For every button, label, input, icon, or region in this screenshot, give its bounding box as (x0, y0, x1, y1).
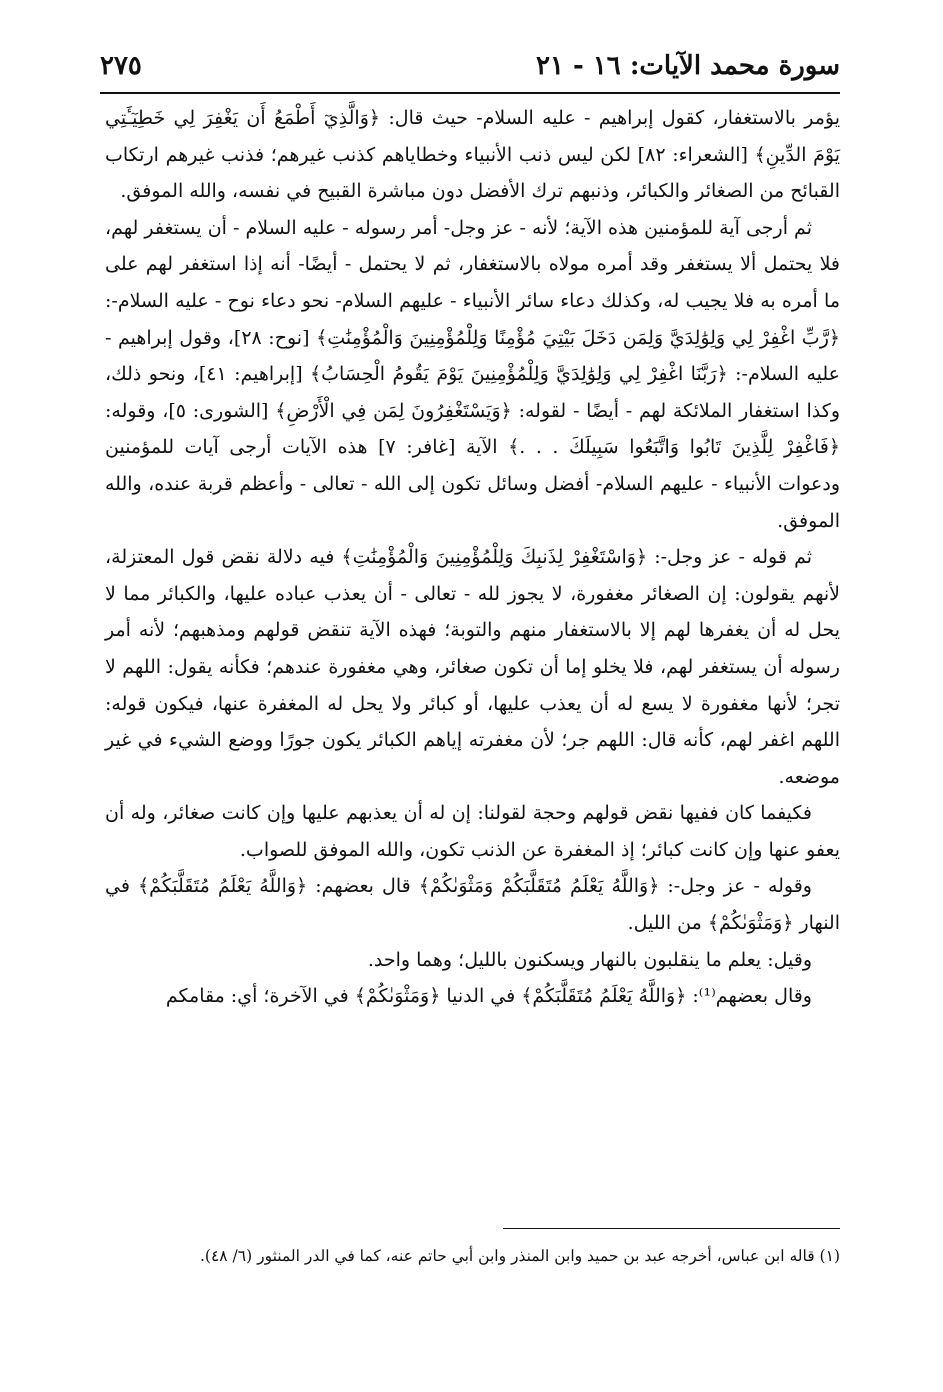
footnote: (١) قاله ابن عباس، أخرجه عبد بن حميد وابن المنذر وابن أبي حاتم عنه، كما في الدر المنثور (٦/ ٤٨). (199, 1247, 840, 1265)
paragraph-2: ثم أرجى آية للمؤمنين هذه الآية؛ لأنه - عز وجل- أمر رسوله - عليه السلام - أن يستغفر لهم، فلا يحتمل ألا يستغفر وقد أمره مولاه بالاستغفار، ثم لا يحتمل - أيضًا- أنه إذا استغفر لهم على ما أمره به فلا يجيب له، وكذلك دعاء سائر الأنبياء - عليهم السلام- نحو دعاء نوح - عليه السلام-: ﴿رَّبِّ اغْفِرْ لِي وَلِوَٰلِدَيَّ وَلِمَن دَخَلَ بَيْتِيَ مُؤْمِنًا وَلِلْمُؤْمِنِينَ وَالْمُؤْمِنَٰتِ﴾ [نوح: ٢٨]، وقول إبراهيم - عليه السلام-: ﴿رَبَّنَا اغْفِرْ لِي وَلِوَٰلِدَيَّ وَلِلْمُؤْمِنِينَ يَوْمَ يَقُومُ الْحِسَابُ﴾ [إبراهيم: ٤١]، ونحو ذلك، وكذا استغفار الملائكة لهم - أيضًا - لقوله: ﴿وَيَسْتَغْفِرُونَ لِمَن فِي الْأَرْضِ﴾ [الشورى: ٥]، وقوله: ﴿فَاغْفِرْ لِلَّذِينَ تَابُوا وَاتَّبَعُوا سَبِيلَكَ . . .﴾ الآية [غافر: ٧] هذه الآيات أرجى آيات للمؤمنين ودعوات الأنبياء - عليهم السلام- أفضل وسائل تكون إلى الله - تعالى - وأعظم قربة عنده، والله الموفق. (105, 216, 841, 532)
page-number: ٢٧٥ (100, 51, 142, 81)
header-rule (100, 92, 840, 94)
footnote-rule (503, 1228, 840, 1229)
running-title: سورة محمد الآيات: ١٦ - ٢١ (535, 51, 840, 81)
paragraph-7: وقال بعضهم⁽¹⁾: ﴿وَاللَّهُ يَعْلَمُ مُتَقَلَّبَكُمْ﴾ في الدنيا ﴿وَمَثْوَىٰكُمْ﴾ في الآخرة؛ أي: مقامكم (165, 985, 812, 1008)
paragraph-6: وقيل: يعلم ما ينقلبون بالنهار ويسكنون بالليل؛ وهما واحد. (367, 948, 812, 971)
paragraph-3: ثم قوله - عز وجل-: ﴿وَاسْتَغْفِرْ لِذَنبِكَ وَلِلْمُؤْمِنِينَ وَالْمُؤْمِنَٰتِ﴾ فيه دلالة نقض قول المعتزلة، لأنهم يقولون: إن الصغائر مغفورة، لا يجوز لله - تعالى - أن يعذب عباده عليها، والكبائر مما لا يحل له أن يغفرها لهم إلا بالاستغفار منهم والتوبة؛ فهذه الآية تنقض قولهم ومذهبهم؛ لأنه أمر رسوله أن يستغفر لهم، فلا يخلو إما أن تكون صغائر، وهي مغفورة عندهم؛ فكأنه يقول: اللهم لا تجر؛ لأنها مغفورة لا يسع له أن يعذب عليها، أو كبائر ولا يحل له المغفرة عنها، فيكون قوله: اللهم اغفر لهم، كأنه قال: اللهم جر؛ لأن مغفرته إياهم الكبائر يكون جورًا ووضع الشيء في غير موضعه. (105, 546, 840, 788)
paragraph-5: وقوله - عز وجل-: ﴿وَاللَّهُ يَعْلَمُ مُتَقَلَّبَكُمْ وَمَثْوَىٰكُمْ﴾ قال بعضهم: ﴿وَاللَّهُ يَعْلَمُ مُتَقَلَّبَكُمْ﴾ في النهار ﴿وَمَثْوَىٰكُمْ﴾ من الليل. (105, 875, 840, 935)
paragraph-4: فكيفما كان ففيها نقض قولهم وحجة لقولنا: إن له أن يعذبهم عليها وإن كانت صغائر، وله أن يعفو عنها وإن كانت كبائر؛ إذ المغفرة عن الذنب تكون، والله الموفق للصواب. (105, 802, 840, 861)
main-text (105, 100, 840, 1015)
paragraph-1: يؤمر بالاستغفار، كقول إبراهيم - عليه السلام- حيث قال: ﴿وَالَّذِيٓ أَطْمَعُ أَن يَغْفِرَ لِي خَطِيٓـَٔتِي يَوْمَ الدِّينِ﴾ [الشعراء: ٨٢] لكن ليس ذنب الأنبياء وخطاياهم كذنب غيرهم؛ فذنب غيرهم ارتكاب القبائح من الصغائر والكبائر، وذنبهم ترك الأفضل دون مباشرة القبيح في نفسه، والله الموفق. (105, 107, 841, 203)
page-header (100, 46, 840, 90)
